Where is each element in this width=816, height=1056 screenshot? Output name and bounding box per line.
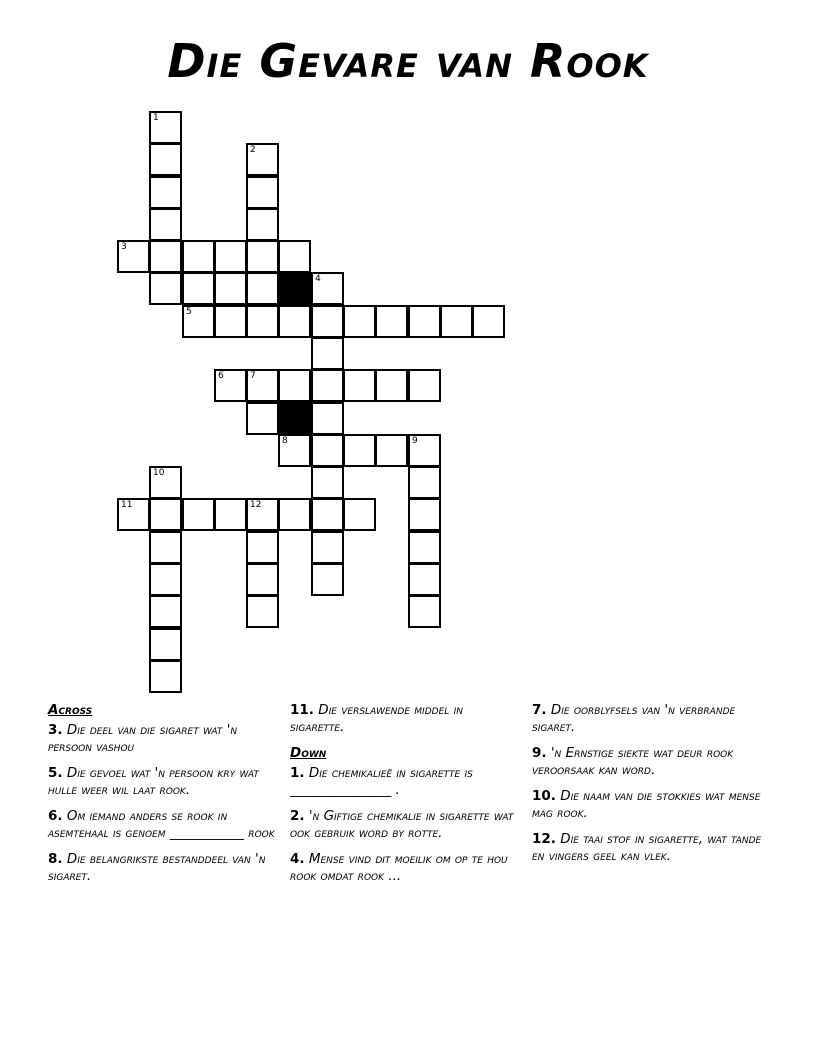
cell-number: 3 <box>121 242 127 252</box>
clue-down-4: 4. Mense vind dit moeilik om op te hou rook omdat rook ... <box>290 851 508 884</box>
black-square <box>278 272 311 305</box>
grid-cell[interactable] <box>246 498 279 531</box>
clue-across-8: 8. Die belangrikste bestanddeel van 'n sigaret. <box>48 851 266 884</box>
grid-cell[interactable] <box>440 305 473 338</box>
clue-across-6: 6. Om iemand anders se rook in asemtehaal is genoem ___________ rook <box>48 808 275 841</box>
grid-cell[interactable] <box>311 305 344 338</box>
grid-cell[interactable] <box>246 595 279 628</box>
grid-cell[interactable] <box>214 498 247 531</box>
grid-cell[interactable] <box>311 466 344 499</box>
grid-cell[interactable] <box>149 272 182 305</box>
cell-number: 11 <box>121 500 133 510</box>
grid-cell[interactable] <box>278 498 311 531</box>
grid-cell[interactable] <box>408 531 441 564</box>
grid-cell[interactable] <box>246 563 279 596</box>
grid-cell[interactable] <box>246 402 279 435</box>
grid-cell[interactable] <box>246 143 279 176</box>
cell-number: 8 <box>282 436 288 446</box>
grid-cell[interactable] <box>311 272 344 305</box>
grid-cell[interactable] <box>343 369 376 402</box>
grid-cell[interactable] <box>149 208 182 241</box>
page-title: Die Gevare van Rook <box>167 34 649 88</box>
grid-cell[interactable] <box>408 305 441 338</box>
clue-down-9: 9. 'n Ernstige siekte wat deur rook veroorsaak kan word. <box>532 745 734 778</box>
cell-number: 12 <box>250 500 262 510</box>
grid-cell[interactable] <box>246 208 279 241</box>
grid-cell[interactable] <box>311 531 344 564</box>
grid-cell[interactable] <box>311 563 344 596</box>
grid-cell[interactable] <box>408 434 441 467</box>
cell-number: 5 <box>186 307 192 317</box>
grid-cell[interactable] <box>117 240 150 273</box>
down-heading: Down <box>290 745 327 761</box>
cell-number: 7 <box>250 371 256 381</box>
clue-down-7: 7. Die oorblyfsels van 'n verbrande sigaret. <box>532 702 736 735</box>
grid-cell[interactable] <box>408 595 441 628</box>
grid-cell[interactable] <box>182 498 215 531</box>
grid-cell[interactable] <box>214 240 247 273</box>
grid-cell[interactable] <box>149 176 182 209</box>
clue-down-10: 10. Die naam van die stokkies wat mense mag rook. <box>532 788 761 821</box>
grid-cell[interactable] <box>149 531 182 564</box>
grid-cell[interactable] <box>246 531 279 564</box>
cell-number: 10 <box>153 468 165 478</box>
grid-cell[interactable] <box>278 240 311 273</box>
grid-cell[interactable] <box>149 240 182 273</box>
grid-cell[interactable] <box>311 337 344 370</box>
grid-cell[interactable] <box>278 369 311 402</box>
grid-cell[interactable] <box>246 176 279 209</box>
grid-cell[interactable] <box>311 498 344 531</box>
cell-number: 1 <box>153 113 159 123</box>
grid-cell[interactable] <box>182 240 215 273</box>
grid-cell[interactable] <box>278 305 311 338</box>
clue-down-1: 1. Die chemikalieë in sigarette is _______________ . <box>290 765 473 798</box>
grid-cell[interactable] <box>311 402 344 435</box>
grid-cell[interactable] <box>246 240 279 273</box>
grid-cell[interactable] <box>408 466 441 499</box>
grid-cell[interactable] <box>246 305 279 338</box>
clues-column-3 <box>532 702 772 874</box>
clue-across-5: 5. Die gevoel wat 'n persoon kry wat hulle weer wil laat rook. <box>48 765 259 798</box>
grid-cell[interactable] <box>375 434 408 467</box>
grid-cell[interactable] <box>375 369 408 402</box>
grid-cell[interactable] <box>117 498 150 531</box>
grid-cell[interactable] <box>278 434 311 467</box>
grid-cell[interactable] <box>149 498 182 531</box>
grid-cell[interactable] <box>214 369 247 402</box>
grid-cell[interactable] <box>343 498 376 531</box>
clue-down-2: 2. 'n Giftige chemikalie in sigarette wat ook gebruik word by rotte. <box>290 808 514 841</box>
grid-cell[interactable] <box>149 563 182 596</box>
grid-cell[interactable] <box>311 434 344 467</box>
grid-cell[interactable] <box>149 660 182 693</box>
grid-cell[interactable] <box>472 305 505 338</box>
clues-column-1 <box>48 702 283 894</box>
clue-across-11: 11. Die verslawende middel in sigarette. <box>290 702 463 735</box>
grid-cell[interactable] <box>343 305 376 338</box>
grid-cell[interactable] <box>149 143 182 176</box>
grid-cell[interactable] <box>408 498 441 531</box>
grid-cell[interactable] <box>214 272 247 305</box>
grid-cell[interactable] <box>149 111 182 144</box>
cell-number: 2 <box>250 145 256 155</box>
grid-cell[interactable] <box>375 305 408 338</box>
clue-down-12: 12. Die taai stof in sigarette, wat tande en vingers geel kan vlek. <box>532 831 762 864</box>
grid-cell[interactable] <box>343 434 376 467</box>
grid-cell[interactable] <box>408 563 441 596</box>
grid-cell[interactable] <box>214 305 247 338</box>
grid-cell[interactable] <box>246 369 279 402</box>
grid-cell[interactable] <box>311 369 344 402</box>
black-square <box>278 402 311 435</box>
across-heading: Across <box>48 702 93 718</box>
grid-cell[interactable] <box>246 272 279 305</box>
grid-cell[interactable] <box>408 369 441 402</box>
grid-cell[interactable] <box>182 305 215 338</box>
grid-cell[interactable] <box>149 466 182 499</box>
cell-number: 6 <box>218 371 224 381</box>
grid-cell[interactable] <box>182 272 215 305</box>
cell-number: 4 <box>315 274 321 284</box>
grid-cell[interactable] <box>149 628 182 661</box>
cell-number: 9 <box>412 436 418 446</box>
clue-across-3: 3. Die deel van die sigaret wat 'n persoon vashou <box>48 722 238 755</box>
clues-column-2 <box>290 702 515 894</box>
grid-cell[interactable] <box>149 595 182 628</box>
